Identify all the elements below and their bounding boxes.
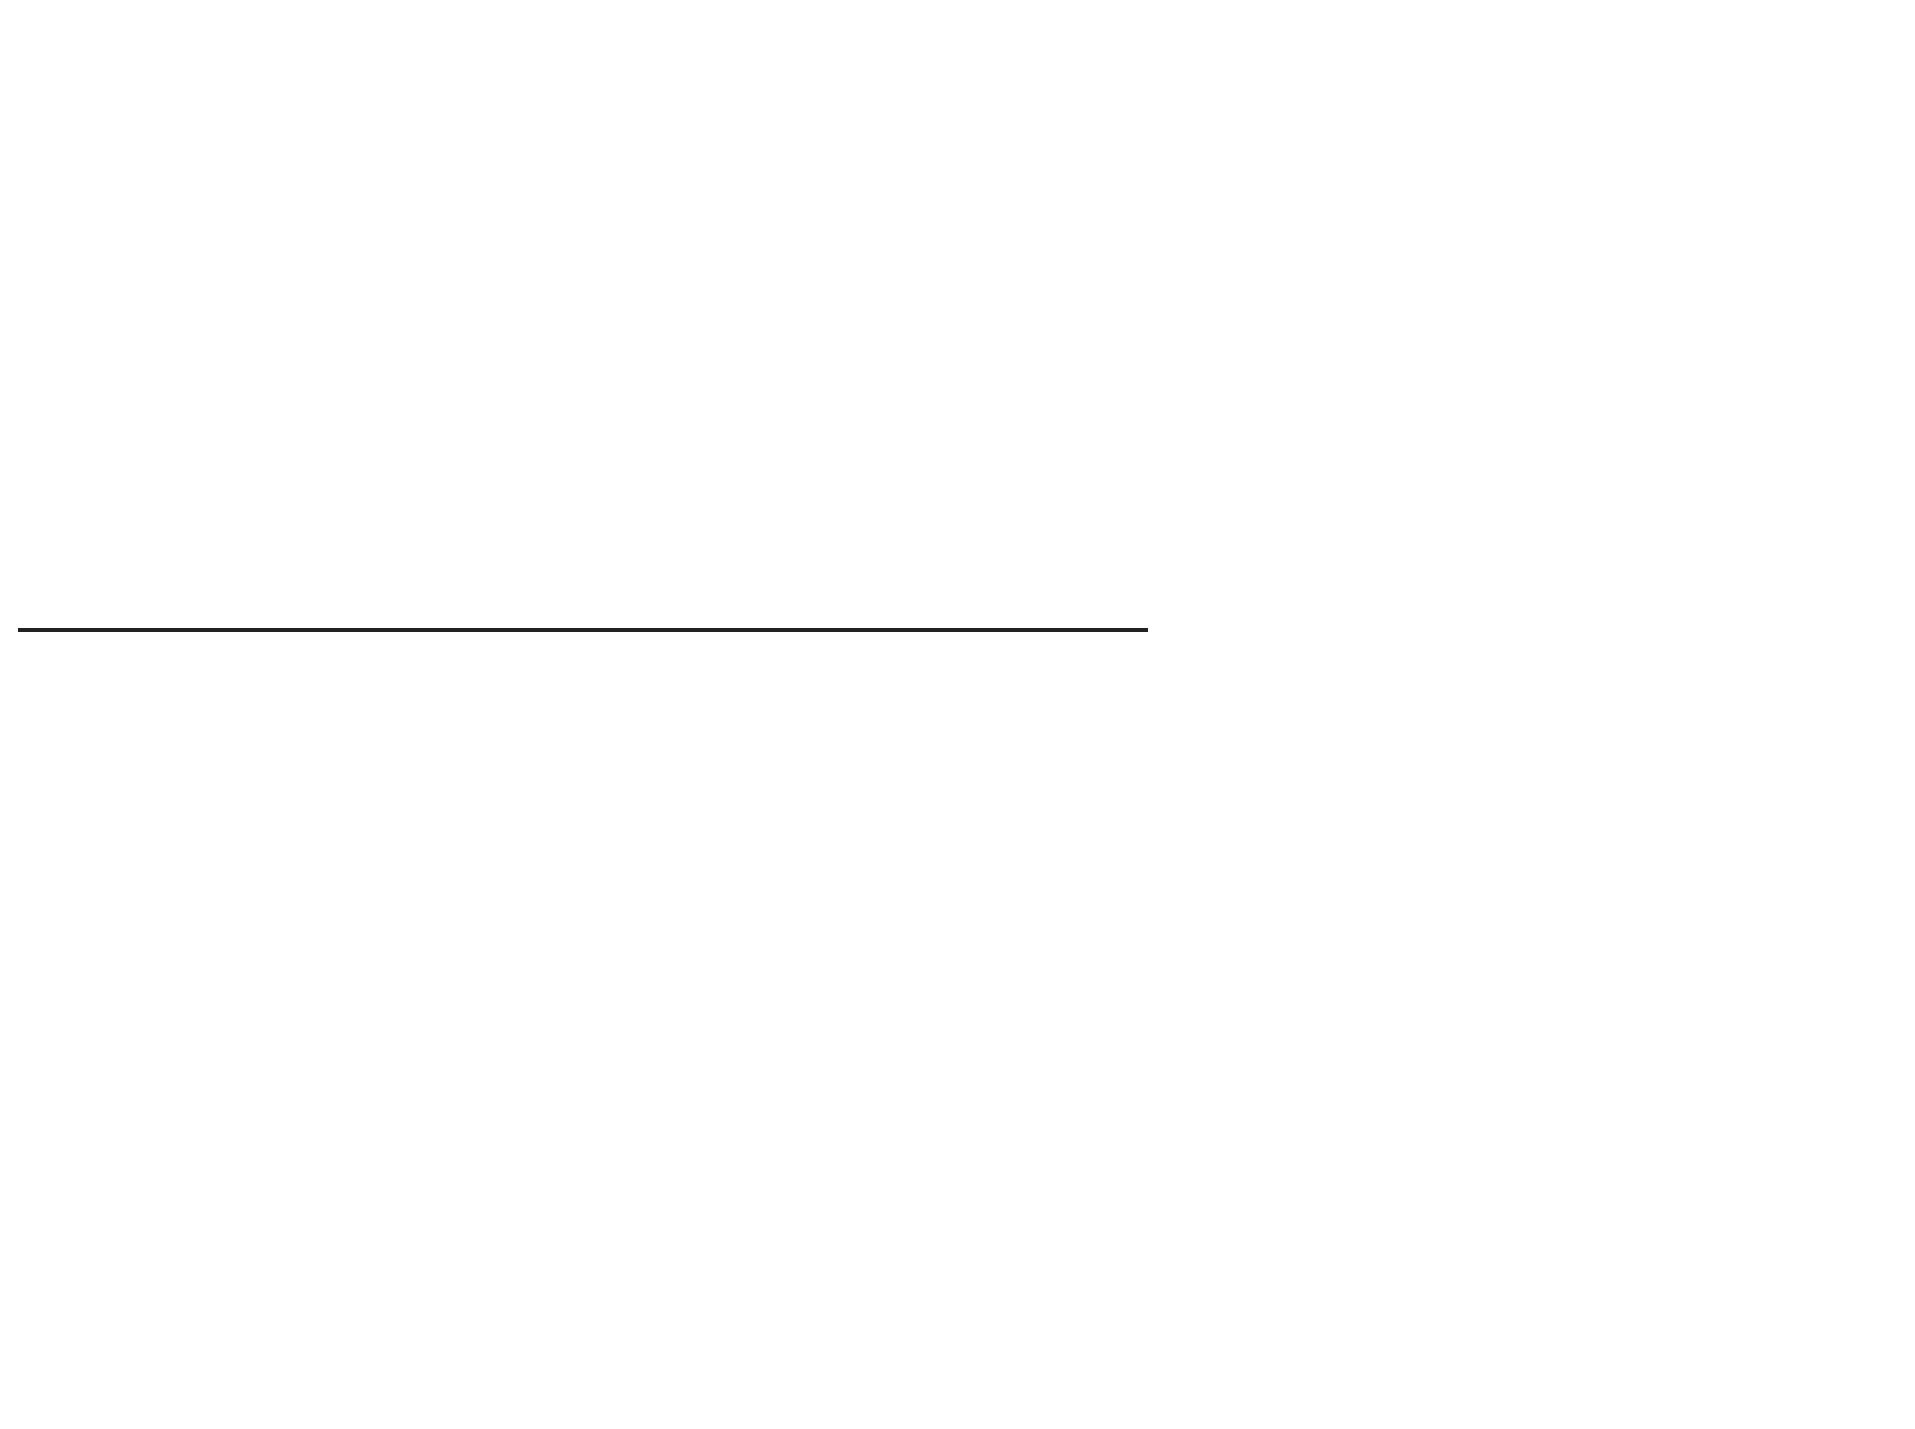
header-rule — [18, 628, 1148, 632]
